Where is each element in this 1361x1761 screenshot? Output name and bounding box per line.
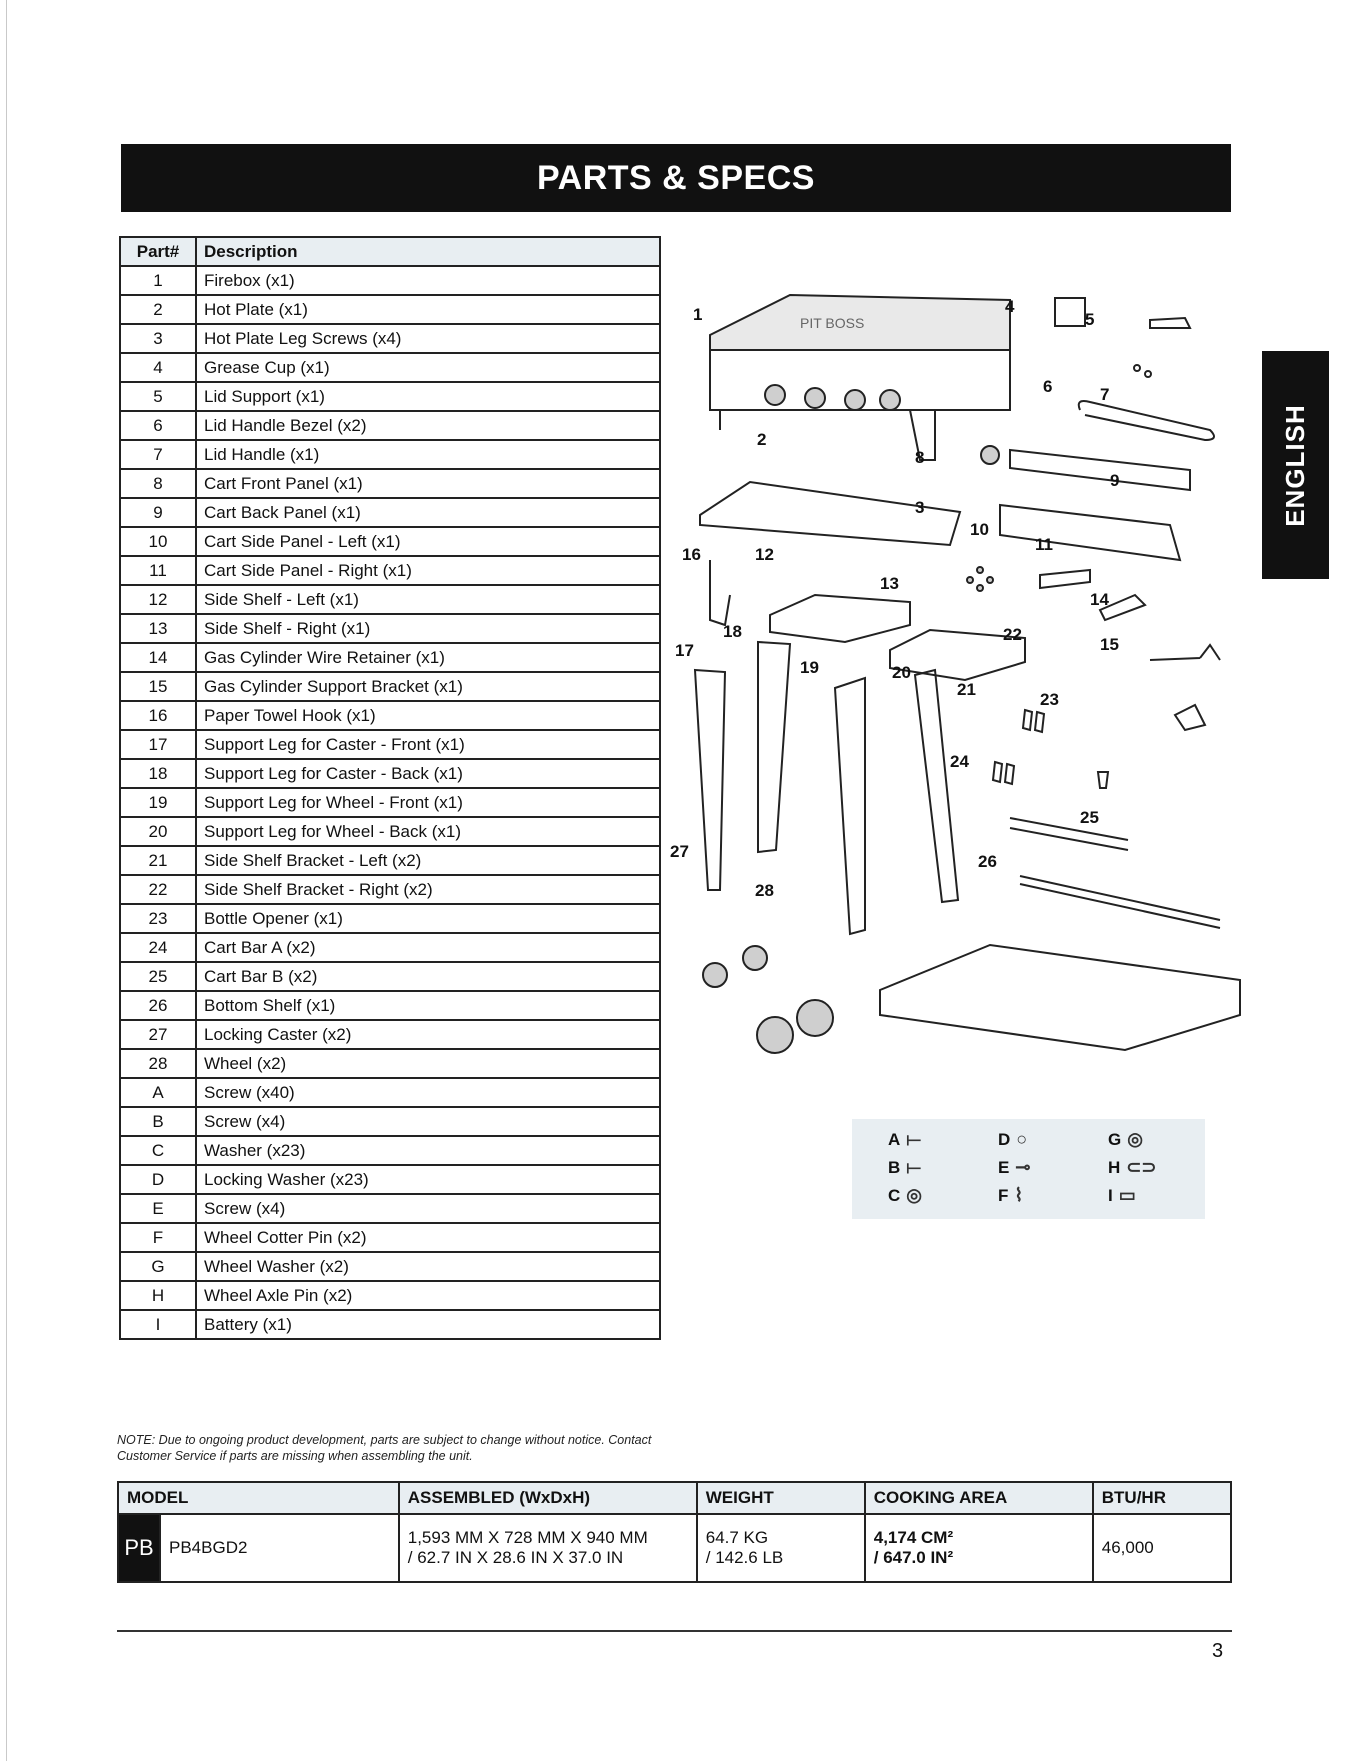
assembled-imperial: / 62.7 IN X 28.6 IN X 37.0 IN	[407, 1548, 624, 1567]
paper-towel-hook-illustration	[710, 560, 730, 625]
part-number-cell: 8	[120, 469, 196, 498]
callout-number: 21	[957, 680, 976, 699]
part-description-cell: Cart Back Panel (x1)	[196, 498, 660, 527]
part-description-cell: Support Leg for Wheel - Front (x1)	[196, 788, 660, 817]
part-number-cell: 21	[120, 846, 196, 875]
part-number-cell: 20	[120, 817, 196, 846]
description-header: Description	[196, 237, 660, 266]
table-row	[120, 1078, 660, 1107]
hardware-icon: ⟝	[906, 1157, 922, 1177]
parts-note: NOTE: Due to ongoing product development, parts are subject to change without notice. Contact Customer Service if parts are missing when assembling the unit.	[117, 1433, 652, 1463]
table-row	[120, 904, 660, 933]
table-row	[120, 498, 660, 527]
table-row	[120, 440, 660, 469]
part-description-cell: Side Shelf Bracket - Right (x2)	[196, 875, 660, 904]
part-number-cell: 10	[120, 527, 196, 556]
hardware-item	[1108, 1157, 1156, 1178]
assembled-header: ASSEMBLED (WxDxH)	[399, 1482, 697, 1514]
lid-support-illustration	[1150, 318, 1190, 328]
table-row	[120, 991, 660, 1020]
footer-rule	[117, 1630, 1232, 1632]
table-row	[120, 875, 660, 904]
table-row	[120, 1020, 660, 1049]
callout-number: 22	[1003, 625, 1022, 644]
part-number-cell: 16	[120, 701, 196, 730]
model-badge: PB	[118, 1514, 160, 1582]
part-number-cell: B	[120, 1107, 196, 1136]
part-number-cell: 6	[120, 411, 196, 440]
callout-number: 15	[1100, 635, 1119, 654]
table-row	[120, 411, 660, 440]
part-description-cell: Screw (x4)	[196, 1107, 660, 1136]
table-row	[120, 266, 660, 295]
part-description-cell: Hot Plate (x1)	[196, 295, 660, 324]
part-description-cell: Washer (x23)	[196, 1136, 660, 1165]
table-row	[120, 382, 660, 411]
part-number-cell: 9	[120, 498, 196, 527]
part-description-cell: Firebox (x1)	[196, 266, 660, 295]
parts-table	[119, 236, 661, 1340]
weight-header: WEIGHT	[697, 1482, 865, 1514]
part-description-cell: Wheel Cotter Pin (x2)	[196, 1223, 660, 1252]
part-number-cell: 24	[120, 933, 196, 962]
callout-number: 16	[682, 545, 701, 564]
table-row	[120, 295, 660, 324]
part-description-cell: Locking Caster (x2)	[196, 1020, 660, 1049]
part-number-cell: I	[120, 1310, 196, 1339]
btu-header: BTU/HR	[1093, 1482, 1231, 1514]
hardware-item	[1108, 1129, 1143, 1150]
specs-header-row	[118, 1482, 1231, 1514]
hardware-item	[1108, 1185, 1136, 1206]
table-row	[120, 672, 660, 701]
part-number-cell: 17	[120, 730, 196, 759]
cart-side-panel-left-illustration	[1040, 570, 1090, 588]
part-number-cell: 2	[120, 295, 196, 324]
side-shelf-bracket-left-illustration	[993, 762, 1014, 784]
callout-number: 9	[1110, 471, 1120, 490]
part-number-cell: A	[120, 1078, 196, 1107]
support-leg-caster-front-illustration	[695, 670, 725, 890]
weight-imperial: / 142.6 LB	[705, 1548, 784, 1567]
hardware-item	[998, 1157, 1030, 1178]
table-row	[120, 962, 660, 991]
part-description-cell: Support Leg for Caster - Front (x1)	[196, 730, 660, 759]
side-shelf-bracket-right-illustration	[1023, 710, 1044, 732]
table-row	[120, 614, 660, 643]
callout-number: 26	[978, 852, 997, 871]
assembled-metric: 1,593 MM X 728 MM X 940 MM	[407, 1528, 648, 1547]
table-row	[120, 585, 660, 614]
part-description-cell: Lid Support (x1)	[196, 382, 660, 411]
support-leg-caster-back-illustration	[758, 642, 790, 852]
part-number-cell: 25	[120, 962, 196, 991]
support-leg-wheel-front-illustration	[835, 678, 865, 934]
support-bracket-illustration	[1175, 705, 1205, 730]
diagram-brand-text: PIT BOSS	[800, 315, 865, 331]
callout-number: 12	[755, 545, 774, 564]
lid-handle-illustration	[1079, 401, 1214, 440]
hardware-letter: C	[888, 1185, 901, 1205]
part-number-cell: E	[120, 1194, 196, 1223]
part-description-cell: Side Shelf Bracket - Left (x2)	[196, 846, 660, 875]
table-row	[120, 1049, 660, 1078]
callout-number: 28	[755, 881, 774, 900]
part-description-cell: Lid Handle (x1)	[196, 440, 660, 469]
specs-table	[117, 1481, 1232, 1583]
callout-number: 4	[1005, 297, 1015, 316]
callout-number: 23	[1040, 690, 1059, 709]
part-description-cell: Lid Handle Bezel (x2)	[196, 411, 660, 440]
table-row	[120, 1223, 660, 1252]
part-number-cell: 18	[120, 759, 196, 788]
part-number-cell: F	[120, 1223, 196, 1252]
part-description-cell: Hot Plate Leg Screws (x4)	[196, 324, 660, 353]
grease-cup-illustration	[1055, 298, 1085, 326]
wheel-illustration-1	[757, 1017, 793, 1053]
part-number-cell: 28	[120, 1049, 196, 1078]
part-description-cell: Side Shelf - Left (x1)	[196, 585, 660, 614]
table-row	[120, 1252, 660, 1281]
parts-table-header-row	[120, 237, 660, 266]
locking-caster-illustration-1	[703, 963, 727, 987]
support-leg-wheel-back-illustration	[915, 670, 958, 902]
table-row	[120, 1107, 660, 1136]
part-description-cell: Bottle Opener (x1)	[196, 904, 660, 933]
weight-value	[697, 1514, 865, 1582]
locking-caster-illustration-2	[743, 946, 767, 970]
part-number-cell: 26	[120, 991, 196, 1020]
table-row	[120, 1310, 660, 1339]
hardware-icon: ▭	[1118, 1185, 1136, 1205]
part-description-cell: Cart Side Panel - Right (x1)	[196, 556, 660, 585]
part-description-cell: Support Leg for Caster - Back (x1)	[196, 759, 660, 788]
part-description-cell: Paper Towel Hook (x1)	[196, 701, 660, 730]
part-number-cell: 22	[120, 875, 196, 904]
hardware-icon: ◎	[1127, 1129, 1143, 1149]
table-row	[120, 846, 660, 875]
hardware-icon: ○	[1016, 1129, 1028, 1149]
specs-value-row	[118, 1514, 1231, 1582]
callout-number: 7	[1100, 385, 1110, 404]
btu-value: 46,000	[1093, 1514, 1231, 1582]
wheel-illustration-2	[797, 1000, 833, 1036]
hardware-icon: ⊸	[1015, 1157, 1031, 1177]
cooking-area-imperial: / 647.0 IN²	[873, 1548, 954, 1567]
hardware-letter: B	[888, 1157, 901, 1177]
part-description-cell: Wheel (x2)	[196, 1049, 660, 1078]
wire-retainer-illustration	[1150, 645, 1220, 660]
part-description-cell: Grease Cup (x1)	[196, 353, 660, 382]
table-row	[120, 759, 660, 788]
hardware-item	[888, 1129, 921, 1150]
part-number-cell: 15	[120, 672, 196, 701]
page-edge-line	[6, 0, 7, 1761]
part-description-cell: Cart Bar B (x2)	[196, 962, 660, 991]
hardware-item	[998, 1129, 1027, 1150]
lid-bezel-illustration-2	[1145, 371, 1151, 377]
part-number-cell: C	[120, 1136, 196, 1165]
table-row	[120, 933, 660, 962]
callout-number: 25	[1080, 808, 1099, 827]
part-description-cell: Gas Cylinder Wire Retainer (x1)	[196, 643, 660, 672]
part-description-cell: Cart Bar A (x2)	[196, 933, 660, 962]
bottom-shelf-illustration	[880, 945, 1240, 1050]
part-description-cell: Screw (x40)	[196, 1078, 660, 1107]
page-title-banner	[121, 144, 1231, 212]
hardware-letter: E	[998, 1157, 1010, 1177]
assembled-value	[399, 1514, 697, 1582]
hardware-letter: D	[998, 1129, 1011, 1149]
page-number: 3	[1212, 1640, 1224, 1662]
part-description-cell: Side Shelf - Right (x1)	[196, 614, 660, 643]
language-tab	[1262, 351, 1329, 579]
part-description-cell: Cart Front Panel (x1)	[196, 469, 660, 498]
part-description-cell: Cart Side Panel - Left (x1)	[196, 527, 660, 556]
cart-back-panel-illustration	[1010, 450, 1190, 490]
part-number-cell: H	[120, 1281, 196, 1310]
page-title: PARTS & SPECS	[537, 158, 815, 197]
part-number-cell: 12	[120, 585, 196, 614]
table-row	[120, 353, 660, 382]
callout-number: 5	[1085, 310, 1095, 329]
callout-number: 1	[693, 305, 703, 324]
table-row	[120, 1136, 660, 1165]
table-row	[120, 1165, 660, 1194]
part-number-cell: 4	[120, 353, 196, 382]
part-number-cell: 27	[120, 1020, 196, 1049]
hardware-icon: ⊂⊃	[1126, 1157, 1157, 1177]
hardware-icon: ⌇	[1014, 1185, 1024, 1205]
callout-number: 18	[723, 622, 742, 641]
hardware-letter: G	[1108, 1129, 1122, 1149]
part-description-cell: Battery (x1)	[196, 1310, 660, 1339]
part-number-cell: 14	[120, 643, 196, 672]
table-row	[120, 788, 660, 817]
part-number-cell: 5	[120, 382, 196, 411]
table-row	[120, 817, 660, 846]
weight-metric: 64.7 KG	[705, 1528, 769, 1547]
part-description-cell: Support Leg for Wheel - Back (x1)	[196, 817, 660, 846]
part-number-cell: 3	[120, 324, 196, 353]
callout-number: 8	[915, 448, 925, 467]
callout-number: 3	[915, 498, 925, 517]
table-row	[120, 1194, 660, 1223]
part-description-cell: Wheel Axle Pin (x2)	[196, 1281, 660, 1310]
part-number-cell: 11	[120, 556, 196, 585]
part-description-cell: Gas Cylinder Support Bracket (x1)	[196, 672, 660, 701]
table-row	[120, 643, 660, 672]
callout-number: 10	[970, 520, 989, 539]
callout-number: 13	[880, 574, 899, 593]
hardware-icon: ◎	[906, 1185, 922, 1205]
part-description-cell: Locking Washer (x23)	[196, 1165, 660, 1194]
hardware-item	[888, 1157, 921, 1178]
cart-bar-b-illustration	[1020, 876, 1220, 928]
lid-bezel-illustration-1	[1134, 365, 1140, 371]
part-number-cell: 23	[120, 904, 196, 933]
callout-number: 11	[1035, 535, 1053, 554]
side-shelf-left-illustration	[770, 595, 910, 642]
callout-number: 2	[757, 430, 767, 449]
cooking-area-header: COOKING AREA	[865, 1482, 1093, 1514]
part-number-cell: 19	[120, 788, 196, 817]
diagram-callouts	[670, 297, 1119, 900]
part-number-cell: 7	[120, 440, 196, 469]
table-row	[120, 469, 660, 498]
hardware-letter: F	[998, 1185, 1009, 1205]
table-row	[120, 701, 660, 730]
model-header: MODEL	[118, 1482, 399, 1514]
table-row	[120, 730, 660, 759]
part-number-cell: D	[120, 1165, 196, 1194]
hardware-letter: I	[1108, 1185, 1113, 1205]
cart-front-panel-illustration	[1000, 505, 1180, 560]
hardware-icon: ⟝	[906, 1129, 922, 1149]
part-number-cell: 1	[120, 266, 196, 295]
model-value: PB4BGD2	[160, 1514, 399, 1582]
callout-number: 19	[800, 658, 819, 677]
hardware-item	[888, 1185, 922, 1206]
table-row	[120, 556, 660, 585]
cart-bar-a-illustration	[1010, 818, 1128, 850]
parts-diagram	[670, 270, 1260, 1070]
language-tab-label: ENGLISH	[1280, 403, 1311, 527]
firebox-illustration	[710, 295, 1010, 464]
hardware-item	[998, 1185, 1023, 1206]
callout-number: 24	[950, 752, 969, 771]
callout-number: 17	[675, 641, 694, 660]
table-row	[120, 1281, 660, 1310]
cooking-area-metric: 4,174 CM²	[873, 1528, 954, 1547]
callout-number: 6	[1043, 377, 1053, 396]
hardware-letter: A	[888, 1129, 901, 1149]
part-number-cell: G	[120, 1252, 196, 1281]
table-row	[120, 527, 660, 556]
part-number-cell: 13	[120, 614, 196, 643]
hardware-legend	[852, 1119, 1205, 1219]
part-number-header: Part#	[120, 237, 196, 266]
table-row	[120, 324, 660, 353]
bottle-opener-illustration	[1098, 772, 1108, 788]
part-description-cell: Wheel Washer (x2)	[196, 1252, 660, 1281]
callout-number: 14	[1090, 590, 1109, 609]
cooking-area-value	[865, 1514, 1093, 1582]
callout-number: 20	[892, 663, 911, 682]
part-description-cell: Bottom Shelf (x1)	[196, 991, 660, 1020]
hardware-letter: H	[1108, 1157, 1121, 1177]
parts-table-body	[120, 266, 660, 1339]
part-description-cell: Screw (x4)	[196, 1194, 660, 1223]
hot-plate-screws-illustration	[967, 567, 993, 591]
callout-number: 27	[670, 842, 689, 861]
